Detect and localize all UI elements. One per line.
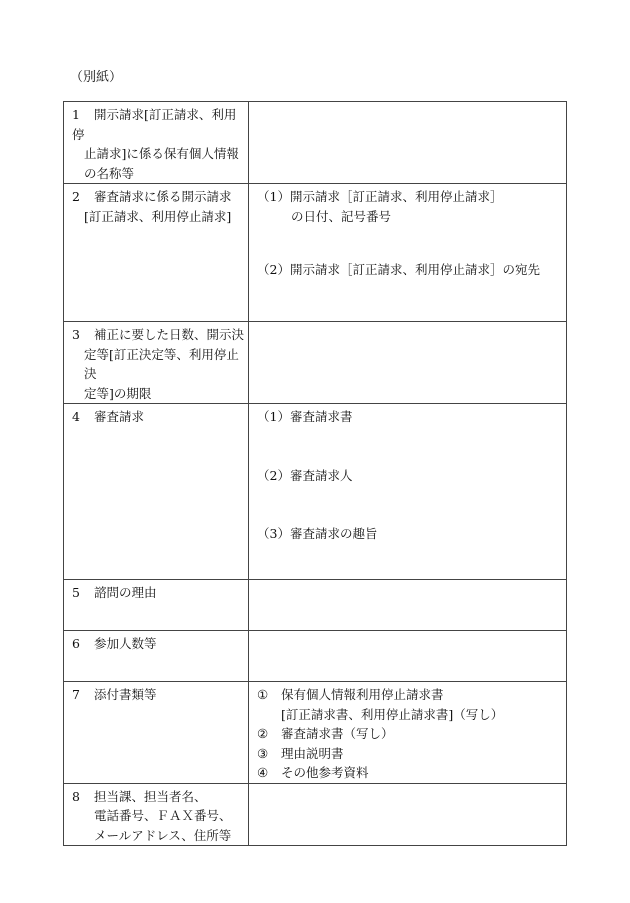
row-value-cell[interactable]: [249, 184, 567, 322]
row-label-text: 止請求]に係る保有個人情報: [84, 146, 239, 161]
row-label-cell: [64, 102, 249, 184]
table-row: [64, 580, 567, 631]
row-label-text: 審査請求: [94, 409, 145, 424]
table-row: [64, 783, 567, 846]
attachment-item-text: 審査請求書（写し）: [281, 726, 394, 741]
row-value-cell[interactable]: [249, 580, 567, 631]
row-value-cell[interactable]: [249, 631, 567, 682]
row-label-text: 電話番号、ＦＡＸ番号、: [94, 808, 232, 823]
row-label-text: 定等]の期限: [84, 385, 152, 401]
attachment-label: （別紙）: [70, 70, 123, 85]
row-label-text: 参加人数等: [94, 636, 157, 651]
attachment-item-text: その他参考資料: [281, 765, 369, 780]
row-label-text: 諮問の理由: [94, 585, 157, 600]
row-value-cell[interactable]: [249, 322, 567, 404]
table-row: [64, 102, 567, 184]
attachment-item-text: 理由説明書: [281, 745, 344, 761]
row-label-text: メールアドレス、住所等: [94, 827, 232, 843]
circled-number-mark: ①: [257, 687, 269, 702]
row-value-cell[interactable]: [249, 783, 567, 846]
attachment-item-text: [訂正請求書、利用停止請求書]（写し）: [281, 706, 504, 722]
sub-item-text: （1）審査請求書: [257, 409, 353, 424]
row-label-text: 添付書類等: [94, 687, 157, 702]
row-label-cell: [64, 404, 249, 580]
row-label-cell: [64, 682, 249, 784]
row-number: 4: [72, 409, 80, 424]
row-label-cell: [64, 783, 249, 846]
row-label-text: 補正に要した日数、開示決: [94, 327, 245, 342]
table-row: [64, 404, 567, 580]
row-label-text: 担当課、担当者名、: [94, 788, 207, 804]
row-value-cell[interactable]: [249, 404, 567, 580]
row-value-cell[interactable]: [249, 682, 567, 784]
sub-item-mark: （1）: [257, 189, 290, 204]
row-number: 2: [72, 189, 80, 204]
row-label-text: [訂正請求、利用停止請求]: [84, 208, 232, 224]
sub-item-text: 開示請求［訂正請求、利用停止請求］: [289, 189, 503, 204]
row-label-cell: [64, 322, 249, 404]
sub-item-mark: （2）: [257, 262, 290, 277]
row-number: 8: [72, 788, 80, 804]
row-number: 1: [72, 107, 80, 122]
row-label-cell: [64, 184, 249, 322]
circled-number-mark: ③: [257, 745, 269, 761]
row-label-cell: [64, 580, 249, 631]
table-row: [64, 184, 567, 322]
row-number: 3: [72, 327, 80, 342]
row-label-text: 審査請求に係る開示請求: [94, 189, 232, 204]
row-value-cell[interactable]: [249, 102, 567, 184]
table-row: [64, 322, 567, 404]
sub-item-text: （2）審査請求人: [257, 467, 353, 483]
row-number: 5: [72, 585, 80, 600]
sub-item-text: （3）審査請求の趣旨: [257, 526, 378, 541]
circled-number-mark: ②: [257, 726, 269, 741]
row-label-text: 定等[訂正決定等、利用停止決: [84, 346, 239, 381]
table-row: [64, 631, 567, 682]
sub-item-text: 開示請求［訂正請求、利用停止請求］の宛先: [289, 262, 540, 277]
sub-item-text: の日付、記号番号: [291, 208, 392, 224]
circled-number-mark: ④: [257, 765, 269, 780]
row-label-cell: [64, 631, 249, 682]
row-number: 6: [72, 636, 80, 651]
table-row: [64, 682, 567, 784]
attachment-item-text: 保有個人情報利用停止請求書: [281, 687, 444, 702]
row-number: 7: [72, 687, 80, 702]
row-label-text: 開示請求[訂正請求、利用停: [72, 107, 237, 142]
referral-form-table: [63, 101, 567, 846]
row-label-text: の名称等: [84, 165, 135, 181]
